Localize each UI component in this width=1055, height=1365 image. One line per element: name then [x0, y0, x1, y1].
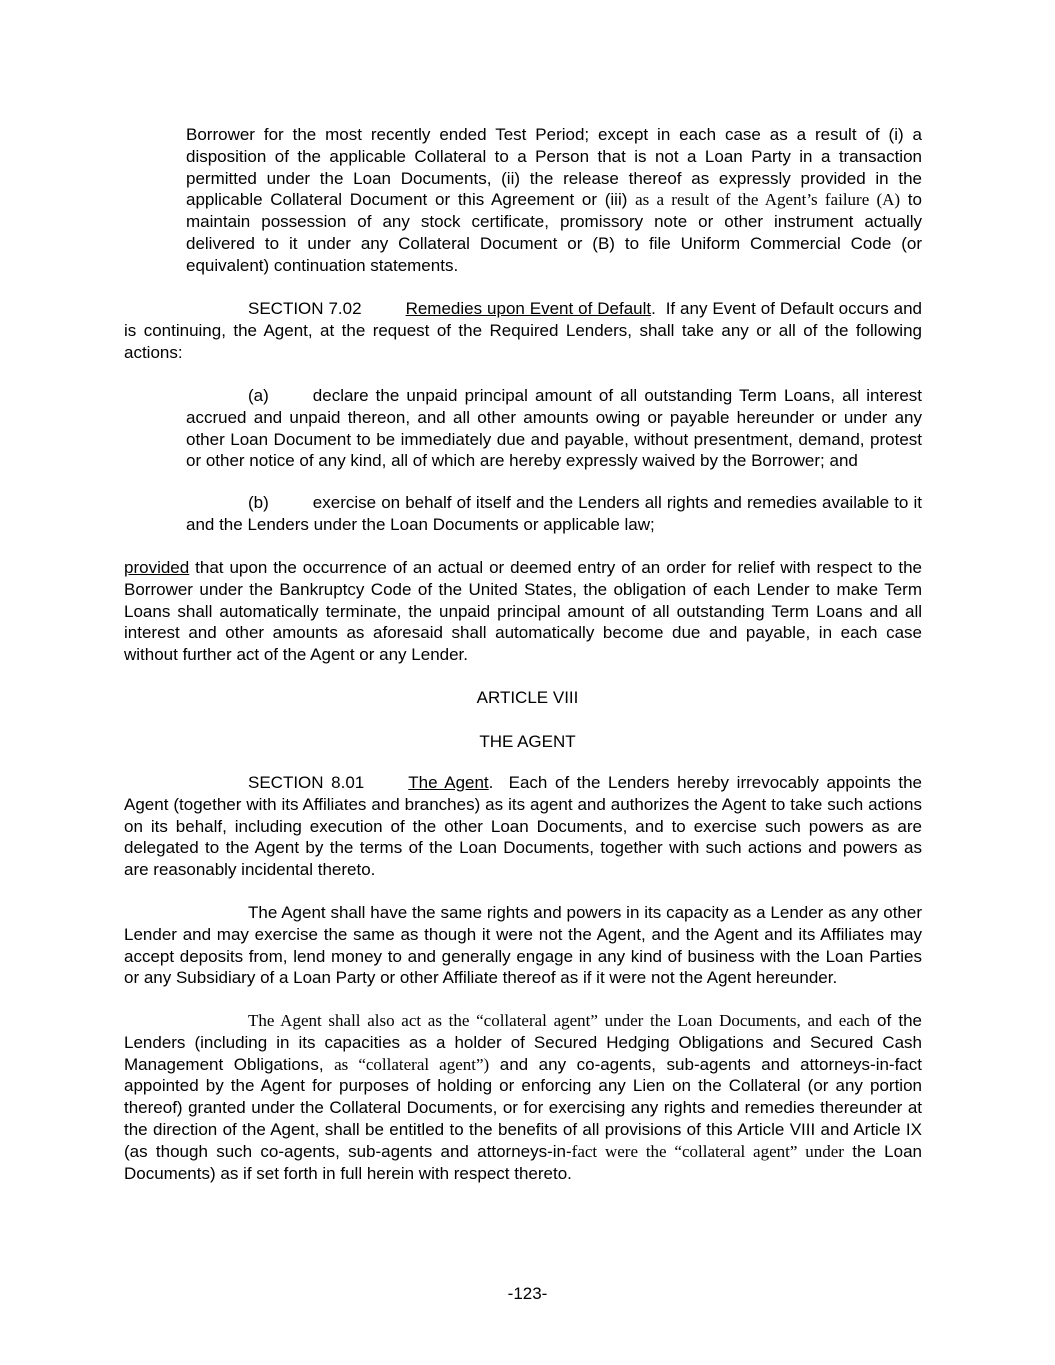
item-a-marker: (a) — [248, 386, 269, 405]
agent-rights-paragraph: The Agent shall have the same rights and powers in its capacity as a Lender as any other Lender and may exercise the same as though it were not the Agent, and the Agent and its Affiliates may accept deposits from, lend money to and generally engage in any kind of business with the Loan Parties or any Subsidiary of a Loan Party or other Affiliate thereof as if it were not the Agent hereunder. — [124, 903, 922, 988]
proviso-paragraph: provided that upon the occurrence of an actual or deemed entry of an order for relief with respect to the Borrower under the Bankruptcy Code of the United States, the obligation of each Lender to make Term Loans shall automatically terminate, the unpaid principal amount of all outstanding Term Loans and all interest and other amounts as aforesaid shall automatically become due and payable, in each case without further act of the Agent or any Lender. — [124, 558, 922, 665]
article-heading: ARTICLE VIII — [476, 688, 579, 707]
item-a-paragraph: (a) declare the unpaid principal amount of all outstanding Term Loans, all interest accrued and unpaid thereon, and all other amounts owing or payable hereunder or under any other Loan Document to be immediately due and payable, without presentment, demand, protest or other notice of any kind, all of which are hereby expressly waived by the Borrower; and — [186, 386, 922, 471]
section-8-01-title: The Agent — [408, 773, 489, 792]
carryover-paragraph: Borrower for the most recently ended Test Period; except in each case as a result of (i) a disposition of the applicable Collateral to a Person that is not a Loan Party in a transaction permitted under the Loan Documents, (ii) the release thereof as expressly provided in the applicable Collateral Document or this Agreement or (iii) as a result of the Agent’s failure (A) to maintain possession of any stock certificate, promissory note or other instrument actually delivered to it under any Collateral Document or (B) to file Uniform Commercial Code (or equivalent) continuation statements. — [186, 125, 922, 275]
section-8-01-paragraph: SECTION 8.01 The Agent. Each of the Lenders hereby irrevocably appoints the Agent (together with its Affiliates and branches) as its agent and authorizes the Agent to take such actions on its behalf, including execution of the other Loan Documents, and to exercise such powers as are delegated to the Agent by the terms of the Loan Documents, together with such actions and powers as are reasonably incidental thereto. — [124, 773, 927, 880]
page-number: -123- — [507, 1284, 548, 1303]
article-title: THE AGENT — [479, 732, 576, 751]
proviso-lead: provided — [124, 558, 190, 577]
collateral-agent-paragraph: The Agent shall also act as the “collateral agent” under the Loan Documents, and each of the Lenders (including in its capacities as a holder of Secured Hedging Obligations and Secured Cash Management Obligations, as “collateral agent”) and any co-agents, sub-agents and attorneys-in-fact appointed by the Agent for purposes of holding or enforcing any Lien on the Collateral (or any portion thereof) granted under the Collateral Documents, or for exercising any rights and remedies thereunder at the direction of the Agent, shall be entitled to the benefits of all provisions of this Article VIII and Article IX (as though such co-agents, sub-agents and attorneys-in-fact were the “collateral agent” under the Loan Documents) as if set forth in full herein with respect thereto. — [124, 1011, 922, 1183]
item-b-paragraph: (b) exercise on behalf of itself and the Lenders all rights and remedies available to it and the Lenders under the Loan Documents or applicable law; — [186, 493, 922, 534]
item-b-marker: (b) — [248, 493, 269, 512]
section-8-01-number: SECTION 8.01 — [248, 773, 365, 792]
section-7-02-title: Remedies upon Event of Default — [405, 299, 652, 318]
section-7-02-paragraph: SECTION 7.02 Remedies upon Event of Default. If any Event of Default occurs and is continuing, the Agent, at the request of the Required Lenders, shall take any or all of the following actions: — [124, 299, 927, 362]
section-7-02-number: SECTION 7.02 — [248, 299, 362, 318]
